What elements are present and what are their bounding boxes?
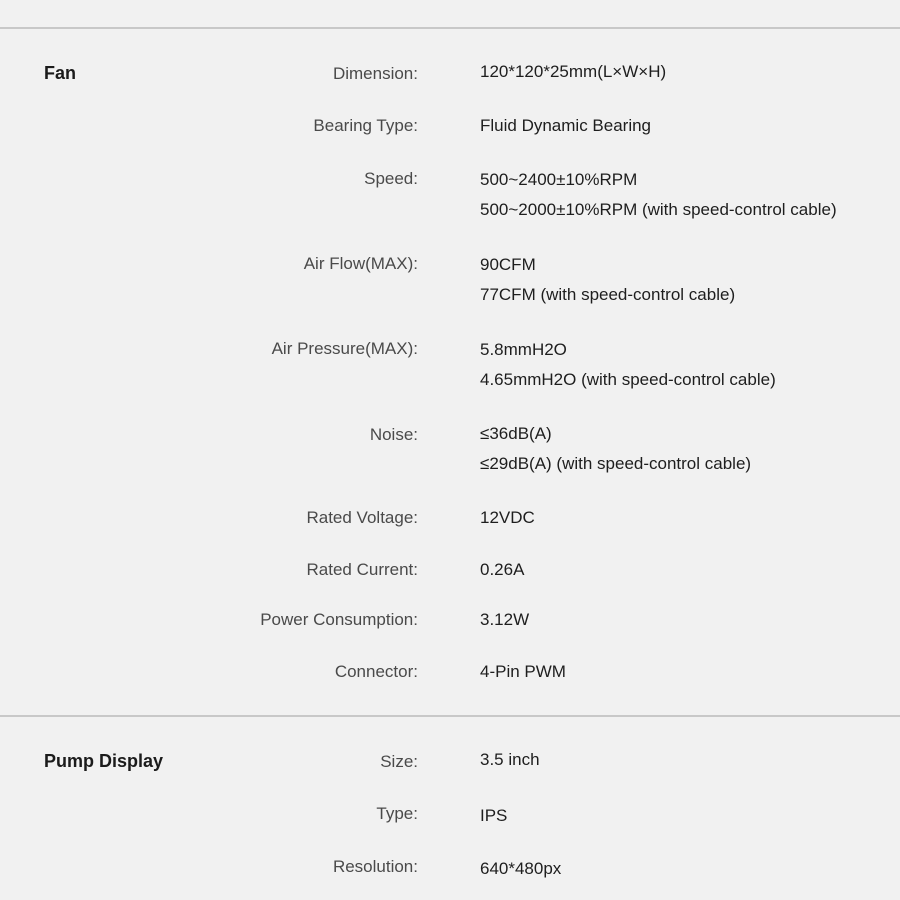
spec-label-connector: Connector:: [334, 662, 418, 681]
spec-label-speed: Speed:: [364, 169, 418, 188]
spec-value-line: 5.8mmH2O: [480, 340, 567, 359]
spec-label-noise: Noise:: [369, 425, 418, 444]
spec-label-air-flow: Air Flow(MAX):: [303, 254, 418, 273]
spec-value-line: ≤36dB(A): [480, 424, 552, 443]
section-title-fan: Fan: [44, 63, 77, 83]
spec-label-size: Size:: [380, 752, 418, 771]
section-title-pump-display: Pump Display: [44, 751, 164, 771]
spec-value-air-pressure: [480, 335, 776, 395]
spec-value-line: 4-Pin PWM: [480, 662, 566, 681]
spec-value-line: 12VDC: [480, 508, 535, 527]
spec-label-type: Type:: [376, 804, 418, 823]
spec-value-line: 77CFM (with speed-control cable): [480, 285, 736, 304]
spec-label-resolution: Resolution:: [332, 857, 418, 876]
spec-value-speed: [480, 165, 837, 225]
section-divider: [0, 715, 900, 717]
spec-value-dimension: [480, 57, 666, 87]
spec-value-connector: [480, 657, 566, 687]
spec-value-rated-current: [480, 555, 524, 585]
section-divider-top: [0, 27, 900, 29]
spec-value-line: 640*480px: [480, 859, 562, 878]
spec-label-dimension: Dimension:: [332, 64, 418, 83]
spec-label-power-consumption: Power Consumption:: [260, 610, 418, 629]
spec-value-line: IPS: [480, 806, 508, 825]
spec-value-noise: [480, 419, 751, 479]
spec-value-line: 0.26A: [480, 560, 525, 579]
spec-value-line: 3.12W: [480, 610, 530, 629]
spec-value-line: 500~2400±10%RPM: [480, 170, 638, 189]
spec-value-bearing-type: [480, 111, 651, 141]
spec-value-air-flow: [480, 250, 735, 310]
spec-label-air-pressure: Air Pressure(MAX):: [271, 339, 418, 358]
spec-label-rated-current: Rated Current:: [306, 560, 418, 579]
spec-value-power-consumption: [480, 605, 529, 635]
spec-value-line: 4.65mmH2O (with speed-control cable): [480, 370, 776, 389]
spec-value-size: [480, 745, 540, 775]
spec-value-type: [480, 801, 507, 831]
spec-value-line: ≤29dB(A) (with speed-control cable): [480, 454, 752, 473]
spec-value-rated-voltage: [480, 503, 535, 533]
spec-value-line: 500~2000±10%RPM (with speed-control cable): [480, 200, 837, 219]
spec-value-line: 3.5 inch: [480, 750, 540, 769]
spec-label-rated-voltage: Rated Voltage:: [306, 508, 418, 527]
spec-value-resolution: [480, 854, 561, 884]
spec-value-line: 90CFM: [480, 255, 536, 274]
spec-value-line: Fluid Dynamic Bearing: [480, 116, 652, 135]
spec-label-bearing-type: Bearing Type:: [313, 116, 418, 135]
spec-value-line: 120*120*25mm(L×W×H): [480, 62, 667, 81]
